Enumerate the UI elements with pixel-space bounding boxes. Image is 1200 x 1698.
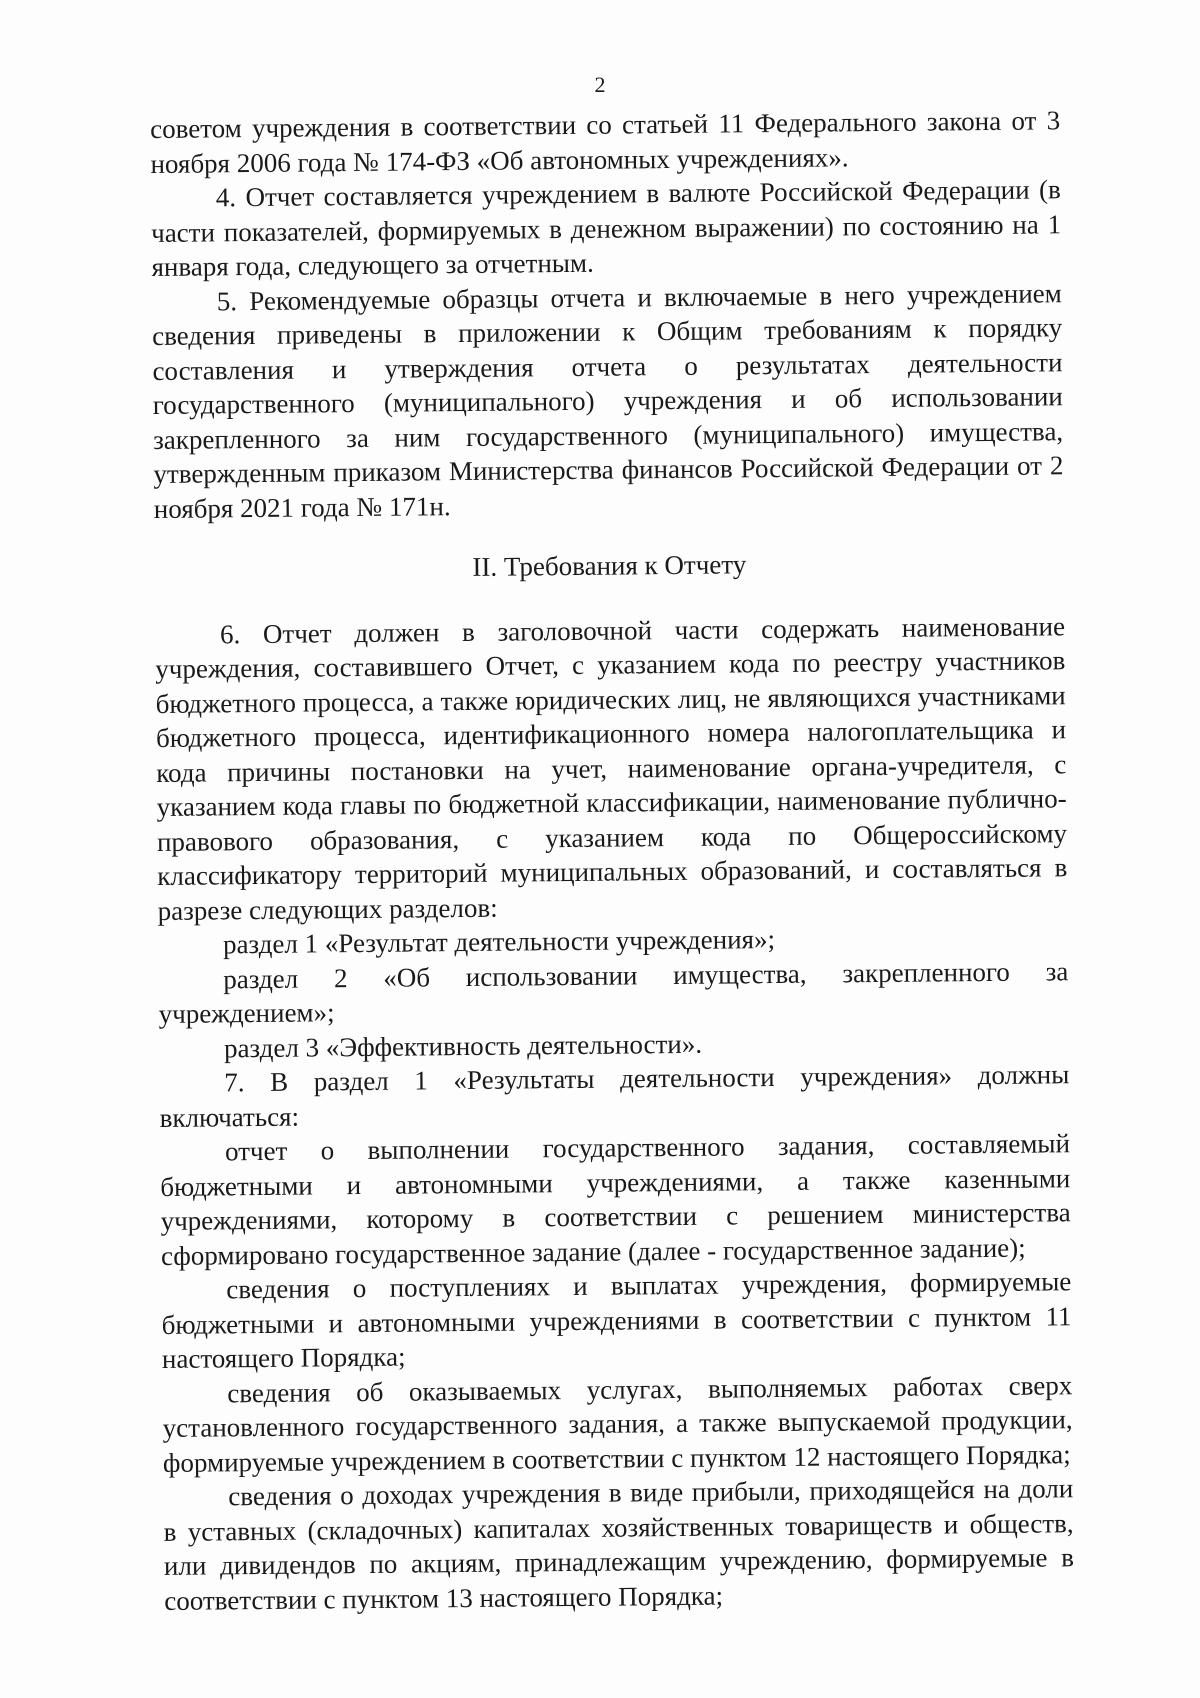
paragraph-p7-1: отчет о выполнении государственного задания, составляемый бюджетными и автономными учреждениями, а также казенными учреждениями, которому в соответствии с решением министерства сформировано государственное задание (далее - государственное задание); [160,1128,1071,1271]
paragraph-p7: 7. В раздел 1 «Результаты деятельности учреждения» должны включаться: [159,1059,1070,1133]
paragraph-p-continuation: советом учреждения в соответствии со статьей 11 Федерального закона от 3 ноября 2006 года № 174-ФЗ «Об автономных учреждениях». [150,105,1061,179]
paragraph-p5: 5. Рекомендуемые образцы отчета и включаемые в него учреждением сведения приведены в приложении к Общим требованиям к порядку составления и утверждения отчета о результатах деятельности государственного (муниципального) учреждения и об использовании закрепленного за ним государственного (муниципального) имущества, утвержденным приказом Министерства финансов Российской Федерации от 2 ноября 2021 года № 171н. [152,277,1064,524]
section-title: II. Требования к Отчету [472,549,747,582]
paragraph-p6-2: раздел 2 «Об использовании имущества, закрепленного за учреждением»; [158,955,1069,1029]
paragraph-p7-3: сведения об оказываемых услугах, выполняемых работах сверх установленного государственного задания, а также выпускаемой продукции, формируемые учреждением в соответствии с пунктом 12 настоящего Порядка; [162,1369,1073,1478]
paragraph-p6: 6. Отчет должен в заголовочной части содержать наименование учреждения, составившего Отчет, с указанием кода по реестру участников бюджетного процесса, а также юридических лиц, не являющихся участниками бюджетного процесса, идентификационного номера налогоплательщика и кода причины постановки на учет, наименование органа-учредителя, с указанием кода главы по бюджетной классификации, наименование публично-правового образования, с указанием кода по Общероссийскому классификатору территорий муниципальных образований, и составляться в разрезе следующих разделов: [155,610,1068,926]
document-body [150,103,1074,1618]
paragraphs-bottom [155,609,1075,1618]
paragraph-p7-2: сведения о поступлениях и выплатах учреждения, формируемые бюджетными и автономными учреждениями в соответствии с пунктом 11 настоящего Порядка; [161,1266,1072,1374]
paragraphs-top [150,103,1064,526]
paragraph-p7-4: сведения о доходах учреждения в виде прибыли, приходящейся на доли в уставных (складочных) капиталах хозяйственных товариществ и обществ, или дивидендов по акциям, принадлежащим учреждению, формируемые в соответствии с пунктом 13 настоящего Порядка; [163,1473,1075,1616]
paragraph-p6-1: раздел 1 «Результат деятельности учреждения»; [222,924,776,960]
paragraph-p6-3: раздел 3 «Эффективность деятельности». [223,1028,703,1063]
paragraph-p4: 4. Отчет составляется учреждением в валюте Российской Федерации (в части показателей, формируемых в денежном выражении) по состоянию на 1 января года, следующего за отчетным. [151,174,1062,282]
page-number: 2 [594,72,606,97]
